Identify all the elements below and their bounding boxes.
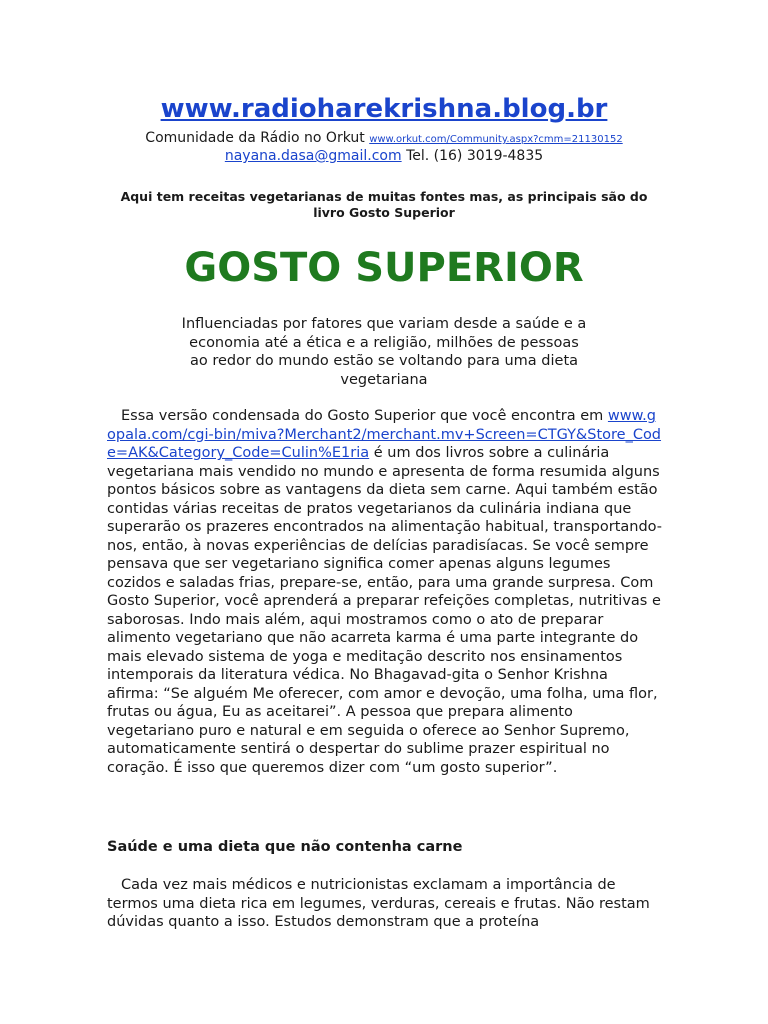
lead-paragraph: Influenciadas por fatores que variam desde a saúde e a economia até a ética e a religião, milhões de pessoas ao redor do mundo estão se voltando para uma dieta vegetariana (181, 316, 587, 388)
email-link[interactable]: nayana.dasa@gmail.com (224, 148, 402, 164)
paragraph1-start: Essa versão condensada do Gosto Superior que você encontra em (121, 408, 604, 424)
contact-line (0, 148, 768, 165)
community-line (0, 130, 768, 148)
section-heading: Saúde e uma dieta que não contenha carne (107, 839, 463, 855)
body-paragraph-2: Cada vez mais médicos e nutricionistas exclamam a importância de termos uma dieta rica em legumes, verduras, cereais e frutas. Não restam dúvidas quanto a isso. Estudos demonstram que a proteína (107, 877, 650, 930)
site-url-link[interactable]: www.radioharekrishna.blog.br (160, 94, 608, 124)
site-title (0, 92, 768, 126)
intro-text: Aqui tem receitas vegetarianas de muitas fontes mas, as principais são do livro Gosto Superior (120, 189, 648, 220)
phone-text: Tel. (16) 3019-4835 (406, 148, 544, 164)
community-label: Comunidade da Rádio no Orkut (145, 130, 365, 146)
page-title: GOSTO SUPERIOR (184, 245, 584, 291)
paragraph1-end: é um dos livros sobre a culinária vegetariana mais vendido no mundo e apresenta de forma resumida alguns pontos básicos sobre as vantagens da dieta sem carne. Aqui também estão contidas várias receitas de pratos vegetarianos da culinária indiana que superarão os prazeres encontrados na alimentação habitual, transportando-nos, então, à novas experiências de delícias paradisíacas. Se você sempre pensava que ser vegetariano significa comer apenas alguns legumes cozidos e saladas frias, prepare-se, então, para uma grande surpresa. Com Gosto Superior, você aprenderá a preparar refeições completas, nutritivas e saborosas. Indo mais além, aqui mostramos como o ato de preparar alimento vegetariano que não acarreta karma é uma parte integrante do mais elevado sistema de yoga e meditação descrito nos ensinamentos intemporais da literatura védica. No Bhagavad-gita o Senhor Krishna afirma: “Se alguém Me oferecer, com amor e devoção, uma folha, uma flor, frutas ou água, Eu as aceitarei”. A pessoa que prepara alimento vegetariano puro e natural e em seguida o oferece ao Senhor Supremo, automaticamente sentirá o despertar do sublime prazer espiritual no coração. É isso que queremos dizer com “um gosto superior”. (107, 445, 663, 776)
orkut-community-link[interactable]: www.orkut.com/Community.aspx?cmm=21130152 (369, 134, 623, 145)
body-paragraph-1 (107, 407, 663, 777)
gopala-store-link[interactable]: www.gopala.com/cgi-bin/miva?Merchant2/merchant.mv+Screen=CTGY&Store_Code=AK&Category_Code=Culin%E1ria (107, 408, 662, 461)
